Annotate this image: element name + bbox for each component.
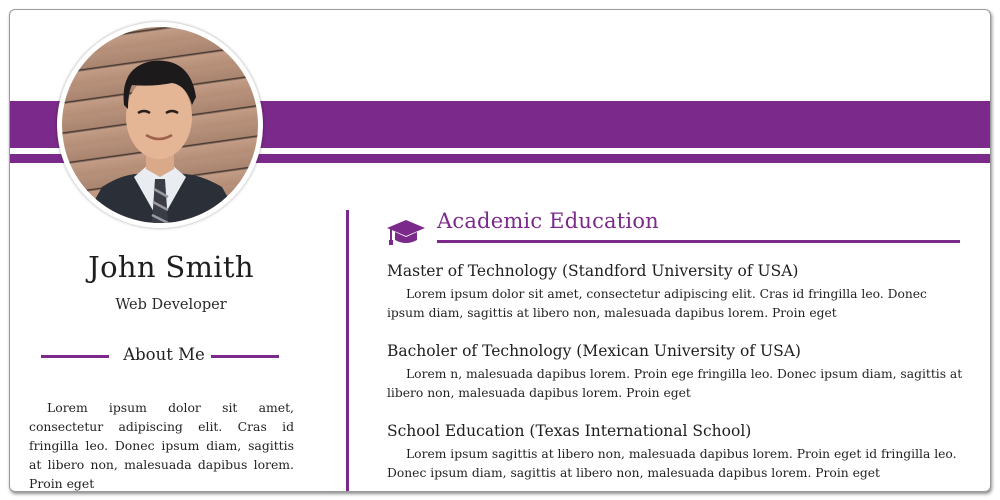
profile-photo: [62, 27, 258, 223]
profile-name: John Smith: [88, 250, 254, 284]
profile-role: Web Developer: [115, 297, 227, 313]
education-underline: [437, 240, 960, 243]
entry-title: Master of Technology (Standford University of USA): [387, 262, 799, 280]
about-title: About Me: [123, 345, 205, 364]
about-divider-right: [211, 355, 279, 358]
resume-card: [9, 9, 991, 492]
entry-text: Lorem ipsum dolor sit amet, consectetur adipiscing elit. Cras id fringilla leo. Donec ipsum diam, sagittis at libero non, malesuada dapibus lorem. Proin eget: [387, 287, 927, 320]
education-entry: [387, 342, 965, 403]
graduation-cap-icon: [386, 217, 426, 247]
about-heading: [41, 345, 281, 367]
about-divider-left: [41, 355, 109, 358]
education-entry: [387, 262, 965, 323]
person-portrait-icon: [62, 27, 258, 223]
column-divider: [346, 210, 349, 492]
about-text: Lorem ipsum dolor sit amet, consectetur adipiscing elit. Cras id fringilla leo. Donec ipsum diam, sagittis at libero non, malesuada dapibus lorem. Proin eget: [29, 400, 294, 492]
entry-text: Lorem ipsum sagittis at libero non, malesuada dapibus lorem. Proin eget id fringilla leo. Donec ipsum diam, sagittis at libero non, malesuada dapibus lorem. Proin eget: [387, 447, 957, 480]
avatar: [57, 22, 263, 228]
education-entry: [387, 422, 965, 483]
education-title: Academic Education: [437, 209, 659, 233]
entry-title: Bacholer of Technology (Mexican University of USA): [387, 342, 801, 360]
entry-title: School Education (Texas International School): [387, 422, 752, 440]
entry-text: Lorem n, malesuada dapibus lorem. Proin ege fringilla leo. Donec ipsum diam, sagittis at libero non, malesuada dapibus lorem. Proin eget: [387, 367, 963, 400]
